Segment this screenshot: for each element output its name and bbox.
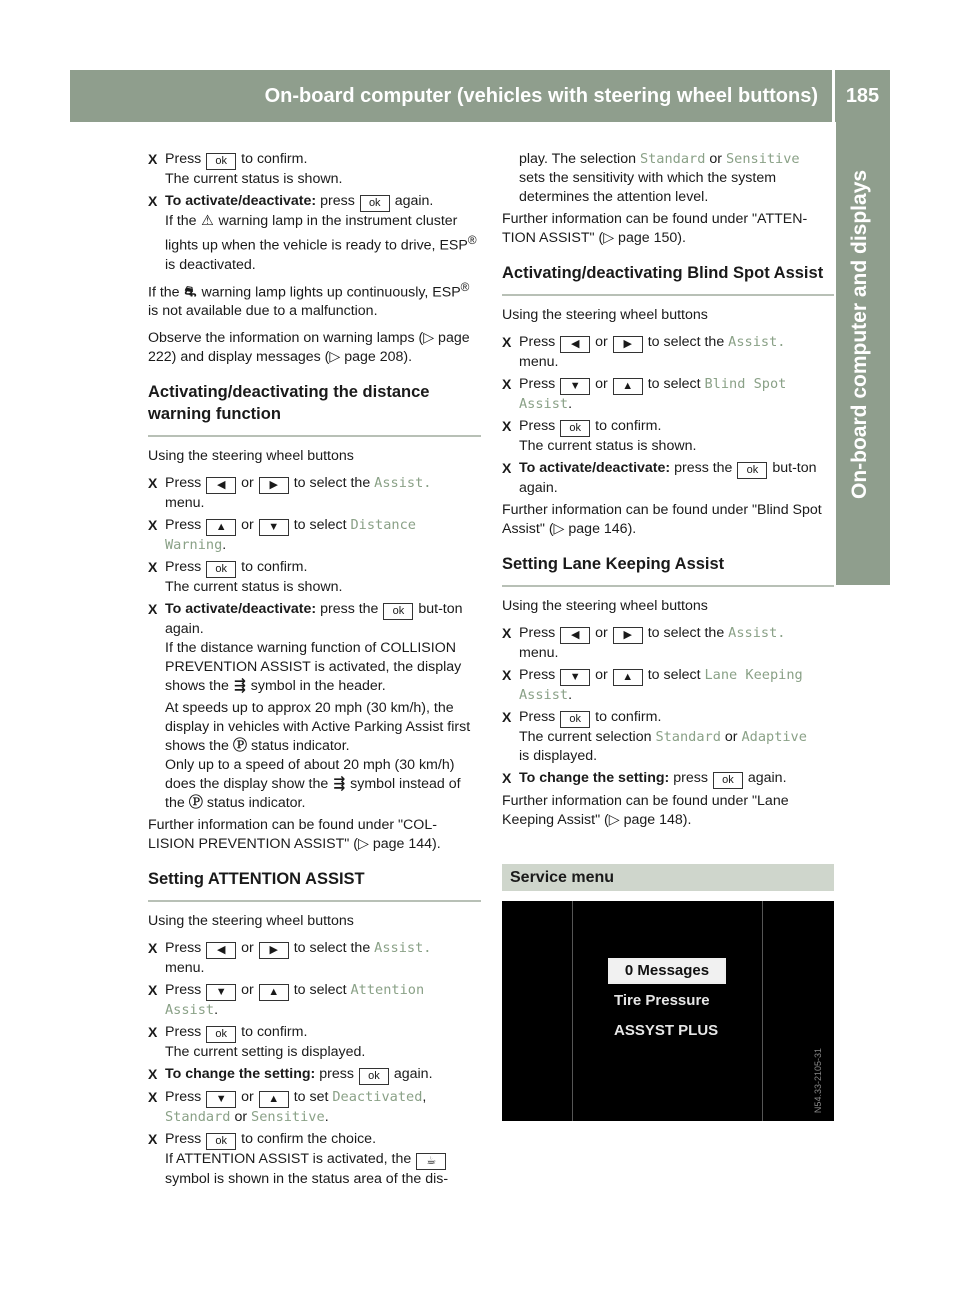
paragraph: Further information can be found under "COL-LISION PREVENTION ASSIST" (▷ page 144). — [148, 817, 441, 853]
step: X To change the setting: press ok again. — [502, 769, 834, 789]
paragraph: Further information can be found under "Lane Keeping Assist" (▷ page 148). — [502, 793, 789, 828]
step: X Press ◀ or ▶ to select the Assist. menu. — [502, 625, 786, 661]
right-arrow-key-icon: ▶ — [259, 477, 289, 494]
paragraph: Observe the information on warning lamps (▷ page 222) and display messages (▷ page 208). — [148, 330, 470, 366]
step: X Press ok to confirm. The current status is shown. — [148, 559, 343, 596]
intro: Using the steering wheel buttons — [148, 913, 354, 930]
section-heading: Activating/deactivating Blind Spot Assist — [502, 262, 834, 296]
right-arrow-key-icon: ▶ — [259, 942, 289, 959]
down-arrow-key-icon: ▼ — [259, 519, 289, 536]
page-number: 185 — [845, 84, 880, 107]
step: X Press ◀ or ▶ to select the Assist. menu. — [502, 334, 786, 370]
step: X Press ok to confirm. The current status is shown. — [502, 418, 697, 454]
ok-key-icon: ok — [713, 772, 743, 789]
left-arrow-key-icon: ◀ — [206, 942, 236, 959]
ok-key-icon: ok — [560, 420, 590, 437]
step: X Press ◀ or ▶ to select the Assist. menu. — [148, 940, 432, 977]
ok-key-icon: ok — [383, 603, 413, 620]
step-continued: play. The selection Standard or Sensitive sets the sensitivity with which the system determines the attention level. — [519, 151, 800, 205]
left-arrow-key-icon: ◀ — [560, 336, 590, 353]
step: X Press ok to confirm. The current selection Standard or Adaptive is displayed. — [502, 709, 807, 764]
step: X Press ◀ or ▶ to select the Assist. menu. — [148, 475, 432, 512]
left-arrow-key-icon: ◀ — [560, 627, 590, 644]
step: X Press ▼ or ▲ to select Attention Assist. — [148, 982, 425, 1019]
step: X Press ▲ or ▼ to select Distance Warning. — [148, 517, 416, 554]
ok-key-icon: ok — [359, 1068, 389, 1085]
section-heading: Activating/deactivating the distance warning function — [148, 381, 481, 437]
section-heading: Setting Lane Keeping Assist — [502, 553, 834, 587]
section-heading: Setting ATTENTION ASSIST — [148, 868, 481, 902]
step: X To change the setting: press ok again. — [148, 1065, 481, 1085]
step: X Press ok to confirm. The current status is shown. — [148, 151, 343, 187]
esp-warning-icon: ⛐ — [184, 284, 197, 301]
assyst-plus-item: ASSYST PLUS — [614, 1022, 719, 1039]
intro: Using the steering wheel buttons — [502, 598, 708, 614]
paragraph: If the ⛐ warning lamp lights up continuously, ESP® is not available due to a malfunction. — [148, 279, 470, 320]
side-marker — [836, 531, 890, 585]
ok-key-icon: ok — [560, 711, 590, 728]
down-arrow-key-icon: ▼ — [206, 1091, 236, 1108]
esp-off-warning-icon: ⚠ — [201, 213, 214, 229]
step: X Press ▼ or ▲ to set Deactivated, Standard or Sensitive. — [148, 1089, 427, 1126]
paragraph: Further information can be found under "Blind Spot Assist" (▷ page 146). — [502, 502, 822, 537]
image-code: N54.33-2105-31 — [813, 1047, 823, 1113]
ok-key-icon: ok — [737, 462, 767, 479]
parking-indicator-icon: Ⓟ — [188, 795, 203, 812]
tire-pressure-item: Tire Pressure — [614, 992, 710, 1009]
step: X To activate/deactivate: press the ok but-ton again. If the distance warning function of COLLISION PREVENTION ASSIST is activated, the display shows the ⇶ symbol in the header. At speeds up to approx 20 mph (30 km/h), the display in vehicles with Active Parking Assist first shows the Ⓟ status indicator. Only up to a speed of about 20 mph (30 km/h) does the display show the ⇶ symbol instead of the Ⓟ status indicator. — [148, 601, 471, 812]
up-arrow-key-icon: ▲ — [259, 1091, 289, 1108]
ok-key-icon: ok — [360, 195, 390, 212]
ok-key-icon: ok — [206, 1133, 236, 1150]
parking-indicator-icon: Ⓟ — [232, 738, 248, 755]
ok-key-icon: ok — [206, 561, 236, 578]
left-column — [148, 150, 481, 1192]
distance-warning-symbol-icon: ⇶ — [233, 678, 246, 695]
right-column — [502, 150, 834, 1121]
up-arrow-key-icon: ▲ — [613, 378, 643, 395]
step: X Press ok to confirm the choice. If ATTENTION ASSIST is activated, the ☕ symbol is shown in the status area of the dis- — [148, 1131, 449, 1188]
step: X Press ok to confirm. The current setting is displayed. — [148, 1024, 366, 1061]
coffee-cup-icon: ☕ — [416, 1153, 446, 1170]
chapter-tab: On-board computer and displays — [848, 170, 871, 500]
intro: Using the steering wheel buttons — [502, 307, 708, 323]
ok-key-icon: ok — [206, 153, 236, 170]
down-arrow-key-icon: ▼ — [560, 669, 590, 686]
step: X To activate/deactivate: press ok again. If the ⚠ warning lamp in the instrument cluster lights up when the vehicle is ready to drive, ESP® is deactivated. — [148, 193, 477, 273]
right-arrow-key-icon: ▶ — [613, 336, 643, 353]
intro: Using the steering wheel buttons — [148, 448, 354, 465]
step: X Press ▼ or ▲ to select Lane Keeping Assist. — [502, 667, 803, 703]
service-menu-heading: Service menu — [502, 864, 834, 891]
up-arrow-key-icon: ▲ — [206, 519, 236, 536]
up-arrow-key-icon: ▲ — [259, 984, 289, 1001]
display-divider — [762, 901, 763, 1121]
page-header — [70, 70, 890, 122]
page-title: On-board computer (vehicles with steering wheel buttons) — [264, 84, 818, 107]
messages-item: 0 Messages — [608, 958, 726, 984]
step: X To activate/deactivate: press the ok but-ton again. — [502, 460, 817, 496]
distance-warning-symbol-icon: ⇶ — [333, 776, 346, 793]
down-arrow-key-icon: ▼ — [206, 984, 236, 1001]
service-menu-display — [502, 901, 834, 1121]
down-arrow-key-icon: ▼ — [560, 378, 590, 395]
paragraph: Further information can be found under "ATTEN-TION ASSIST" (▷ page 150). — [502, 211, 808, 246]
display-divider — [572, 901, 573, 1121]
left-arrow-key-icon: ◀ — [206, 477, 236, 494]
ok-key-icon: ok — [206, 1026, 236, 1043]
right-arrow-key-icon: ▶ — [613, 627, 643, 644]
up-arrow-key-icon: ▲ — [613, 669, 643, 686]
step: X Press ▼ or ▲ to select Blind Spot Assist. — [502, 376, 787, 412]
